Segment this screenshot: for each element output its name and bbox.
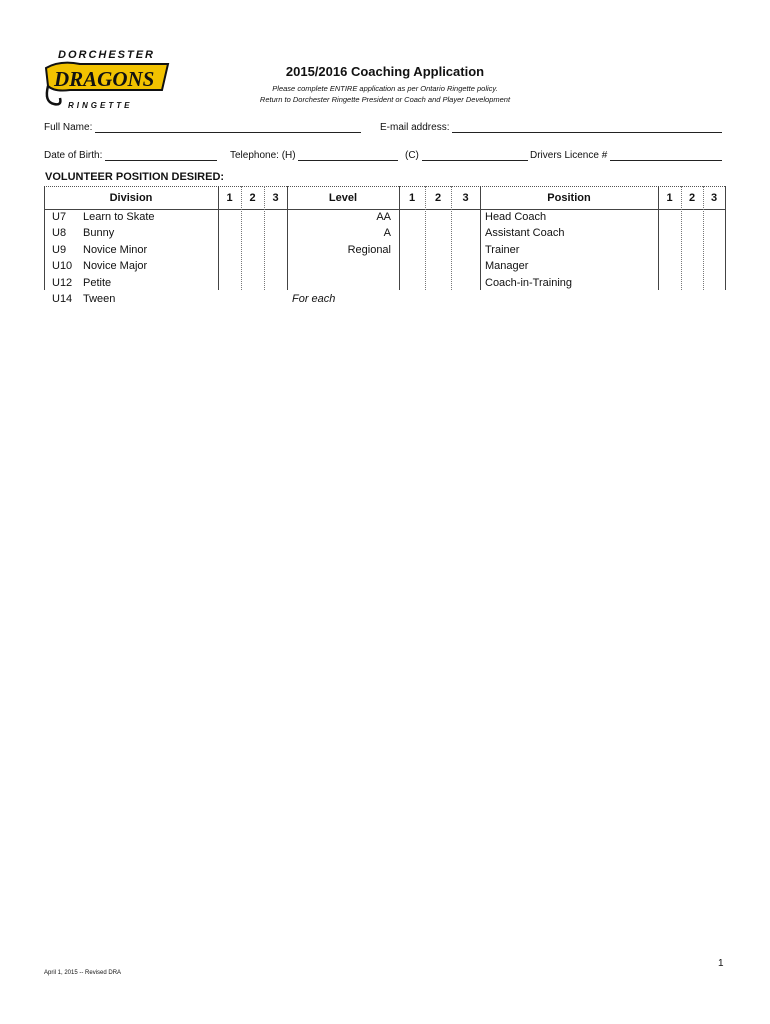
header-position-choice-1: 1 (666, 192, 673, 204)
full-name-line[interactable] (95, 122, 361, 133)
dob-line[interactable] (105, 150, 217, 161)
telephone-home-line[interactable] (298, 150, 398, 161)
division-name: Learn to Skate (83, 211, 155, 223)
division-name: Petite (83, 277, 112, 289)
position-label: Assistant Coach (485, 227, 565, 239)
division-code: U10 (52, 260, 73, 272)
instructions-line-1: Please complete ENTIRE application as per Ontario Ringette policy. (272, 84, 498, 93)
revision-note: April 1, 2015 -- Revised DRA (44, 970, 122, 976)
header-position: Position (547, 192, 591, 204)
volunteer-position-table (44, 186, 725, 290)
telephone-home-label: Telephone: (H) (230, 150, 296, 161)
header-level-choice-1: 1 (408, 192, 416, 204)
division-name: Novice Major (83, 260, 148, 272)
email-field[interactable] (380, 122, 722, 133)
position-label: Head Coach (485, 211, 547, 223)
telephone-cell-line[interactable] (422, 150, 528, 161)
dorchester-dragons-logo (40, 46, 172, 114)
email-line[interactable] (452, 122, 722, 133)
telephone-home-field[interactable] (230, 150, 398, 161)
header-division: Division (109, 192, 153, 204)
logo-top-text: DORCHESTER (58, 49, 156, 61)
header-division-choice-2: 2 (249, 192, 256, 204)
dob-field[interactable] (44, 150, 217, 161)
logo-bottom-text: RINGETTE (68, 101, 133, 110)
table-top-border (44, 186, 725, 187)
telephone-cell-label: (C) (405, 150, 419, 161)
header-level-choice-3: 3 (462, 192, 469, 204)
level-label: A (383, 227, 391, 239)
position-label: Trainer (485, 244, 520, 256)
header-level: Level (328, 192, 358, 204)
position-label: Manager (485, 260, 529, 272)
header-level-choice-2: 2 (434, 192, 442, 204)
table-header-rule (44, 209, 725, 210)
division-code: U12 (52, 277, 73, 289)
note-text: For each (292, 293, 336, 305)
instructions-line-2: Return to Dorchester Ringette President or Coach and Player Development (259, 95, 511, 104)
page-title: 2015/2016 Coaching Application (285, 64, 485, 79)
division-name: Novice Minor (83, 244, 148, 256)
division-code: U7 (52, 211, 67, 223)
email-label: E-mail address: (380, 122, 450, 133)
header-position-choice-3: 3 (710, 192, 718, 204)
division-name: Tween (83, 293, 116, 305)
col-line (725, 186, 726, 290)
division-code: U8 (52, 227, 67, 239)
full-name-label: Full Name: (44, 122, 93, 133)
section-title: VOLUNTEER POSITION DESIRED: (45, 171, 225, 183)
level-label: Regional (347, 244, 391, 256)
header-division-choice-1: 1 (226, 192, 233, 204)
drivers-licence-line[interactable] (610, 150, 722, 161)
position-label: Coach-in-Training (485, 277, 573, 289)
level-label: AA (376, 211, 391, 223)
header-division-choice-3: 3 (272, 192, 279, 204)
division-code: U9 (52, 244, 67, 256)
header-position-choice-2: 2 (688, 192, 696, 204)
division-code: U14 (52, 293, 73, 305)
full-name-field[interactable] (44, 122, 361, 133)
drivers-licence-field[interactable] (530, 150, 722, 161)
logo-main-text: DRAGONS (54, 67, 155, 91)
telephone-cell-field[interactable] (405, 150, 528, 161)
division-name: Bunny (83, 227, 115, 239)
dob-label: Date of Birth: (44, 150, 103, 161)
page-number: 1 (718, 958, 724, 969)
drivers-licence-label: Drivers Licence # (530, 150, 608, 161)
